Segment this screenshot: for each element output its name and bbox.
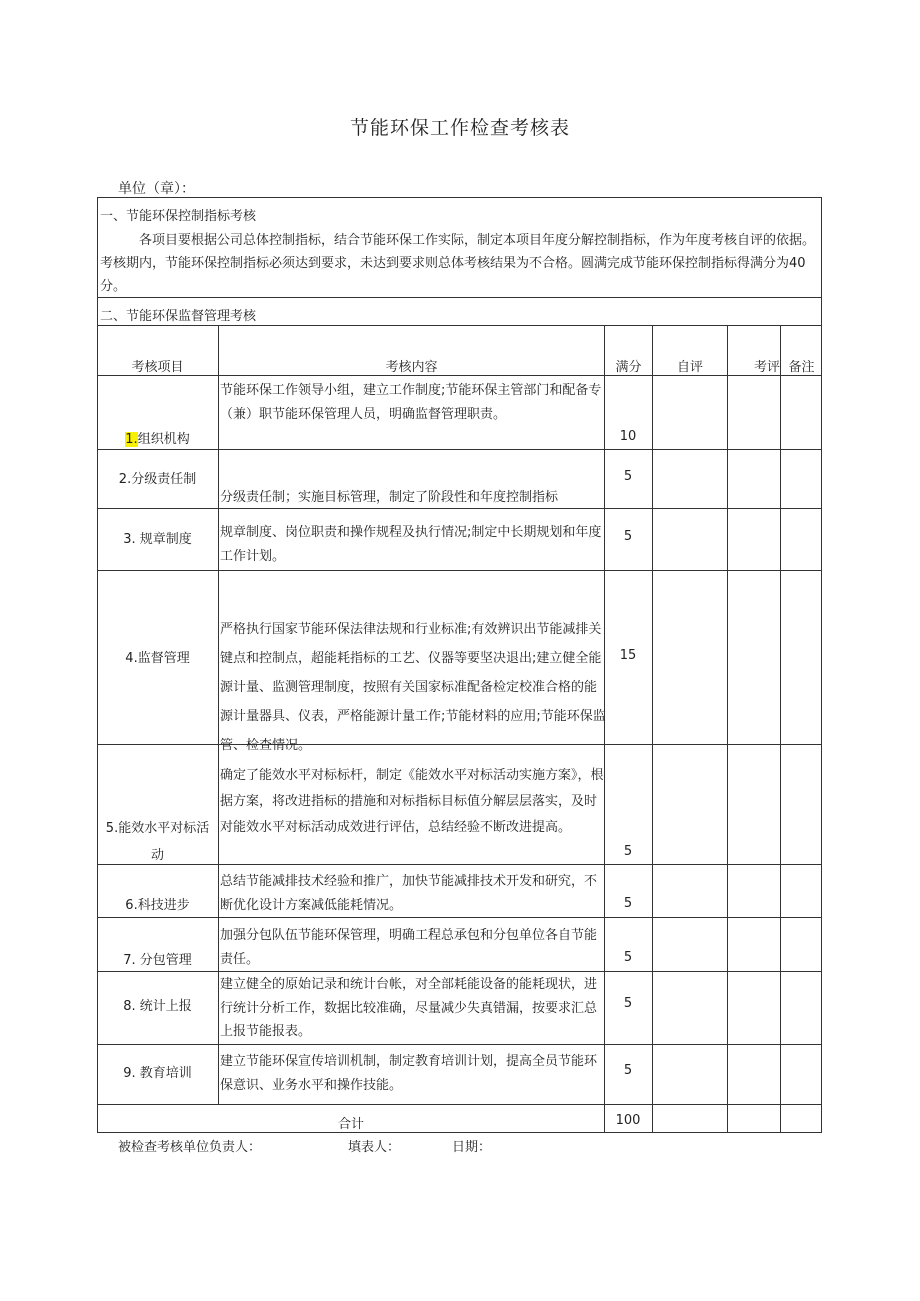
header-item: 考核项目	[131, 360, 184, 375]
page-title: 节能环保工作检查考核表	[349, 117, 570, 139]
header-content: 考核内容	[385, 360, 438, 375]
table-row-content: 总结节能减排技术经验和推广，加快节能减排技术开发和研究，不断优化设计方案减低能耗情况。	[220, 874, 598, 913]
divider	[97, 1104, 822, 1105]
table-row-content: 确定了能效水平对标标杆，制定《能效水平对标活动实施方案》，根据方案，将改进指标的措施和对标指标目标值分解层层落实，及时对能效水平对标活动成效进行评估，总结经验不断改进提高。	[220, 768, 604, 835]
divider	[97, 917, 822, 918]
table-row-item: 9. 教育培训	[123, 1066, 192, 1081]
divider	[780, 325, 781, 1133]
table-row-score: 5	[623, 1063, 633, 1078]
table-row-score: 5	[623, 996, 633, 1011]
table-row-score: 5	[623, 529, 633, 544]
table-row-item: 7. 分包管理	[123, 953, 192, 968]
table-row-score: 5	[623, 469, 633, 484]
header-full-score: 满分	[615, 360, 642, 375]
total-label: 合计	[337, 1117, 364, 1132]
table-row-content: 建立健全的原始记录和统计台帐，对全部耗能设备的能耗现状，进行统计分析工作，数据比较准确，尽量减少失真错漏，按要求汇总上报节能报表。	[220, 977, 598, 1039]
divider	[97, 1044, 822, 1045]
table-row-score: 15	[619, 648, 637, 663]
table-row-item: 4.监督管理	[125, 651, 190, 666]
item-number: 1.	[125, 432, 138, 447]
unit-label: 单位（章）：	[118, 181, 195, 197]
header-remark: 备注	[788, 360, 815, 375]
divider	[652, 325, 653, 1133]
table-row-score: 5	[623, 844, 633, 859]
table-row-score: 10	[619, 429, 637, 444]
table-row-content: 加强分包队伍节能环保管理，明确工程总承包和分包单位各自节能责任。	[220, 928, 598, 967]
divider	[218, 325, 219, 1104]
header-self-eval: 自评	[676, 360, 703, 375]
header-review: 考评	[753, 360, 780, 375]
divider	[97, 375, 822, 376]
date-label: 日期：	[452, 1140, 492, 1155]
filler-label: 填表人：	[348, 1140, 401, 1155]
section2-title: 二、节能环保监督管理考核	[100, 309, 257, 324]
item-label: 组织机构	[137, 432, 190, 447]
table-row-item	[98, 428, 217, 451]
table-row-content: 分级责任制；实施目标管理，制定了阶段性和年度控制指标	[220, 490, 559, 505]
table-row-score: 5	[623, 896, 633, 911]
section1-title: 一、节能环保控制指标考核	[100, 209, 257, 224]
table-row-item: 3. 规章制度	[123, 532, 192, 547]
table-row-item: 5.能效水平对标活动	[105, 821, 210, 863]
table-row-content: 节能环保工作领导小组，建立工作制度;节能环保主管部门和配备专（兼）职节能环保管理人员，明确监督管理职责。	[220, 383, 602, 422]
table-row-score: 5	[623, 950, 633, 965]
table-row-content: 规章制度、岗位职责和操作规程及执行情况;制定中长期规划和年度工作计划。	[220, 525, 602, 564]
table-row-item: 8. 统计上报	[123, 999, 192, 1014]
total-score: 100	[615, 1113, 641, 1128]
inspected-leader-label: 被检查考核单位负责人：	[118, 1140, 262, 1155]
table-row-item: 2.分级责任制	[118, 472, 197, 487]
divider	[727, 325, 728, 1133]
table-row-content: 建立节能环保宣传培训机制，制定教育培训计划，提高全员节能环保意识、业务水平和操作技能。	[220, 1054, 598, 1093]
section1-body: 各项目要根据公司总体控制指标，结合节能环保工作实际，制定本项目年度分解控制指标，作为年度考核自评的依据。考核期内，节能环保控制指标必须达到要求，未达到要求则总体考核结果为不合格。圆满完成节能环保控制指标得满分为40分。	[100, 233, 816, 294]
table-row-item: 6.科技进步	[125, 898, 190, 913]
table-row-content: 严格执行国家节能环保法律法规和行业标准;有效辨识出节能减排关键点和控制点，超能耗指标的工艺、仪器等要坚决退出;建立健全能源计量、监测管理制度，按照有关国家标准配备检定校准合格的能源计量器具、仪表，严格能源计量工作;节能材料的应用;节能环保监管、检查情况。	[220, 622, 606, 753]
divider	[97, 570, 822, 571]
